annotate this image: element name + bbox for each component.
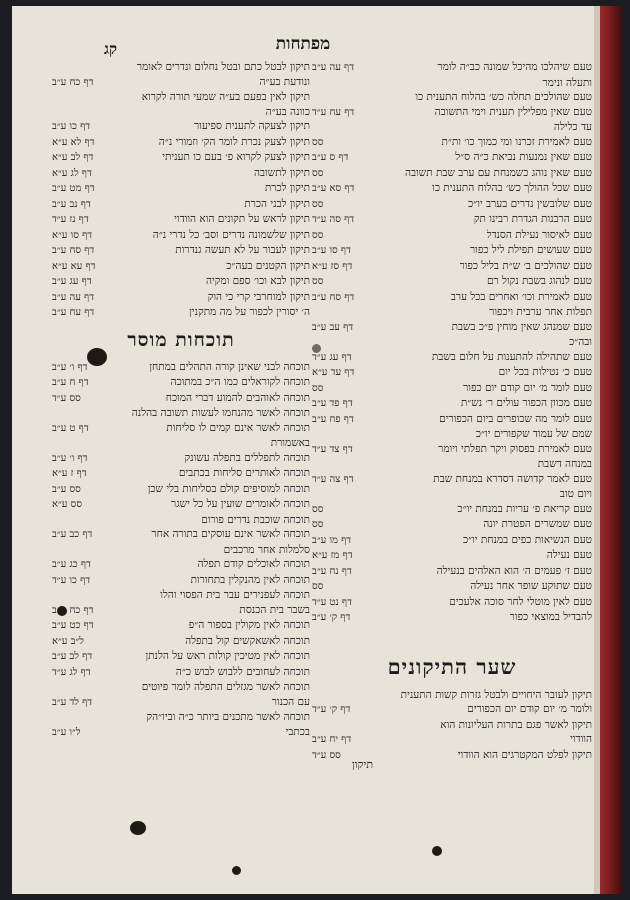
entry-reference: דף ק׳ ע״ד bbox=[312, 704, 351, 715]
index-entry bbox=[312, 181, 592, 197]
ink-stain bbox=[432, 846, 442, 856]
entry-reference: דף יח ע״ב bbox=[312, 734, 352, 745]
index-entry bbox=[52, 634, 310, 650]
index-entry bbox=[52, 421, 310, 437]
index-entry bbox=[312, 212, 592, 228]
index-entry bbox=[52, 543, 310, 558]
index-entry bbox=[52, 466, 310, 482]
entry-reference: סס bbox=[312, 503, 324, 515]
entry-text: טעם לאמירת בפסוק ויקר תפלתי ויומר bbox=[438, 442, 592, 455]
index-entry bbox=[52, 527, 310, 543]
entry-reference: דף ו׳ ע״ב bbox=[52, 361, 88, 373]
index-entry bbox=[312, 197, 592, 213]
entry-reference: דף לב ע״ב bbox=[52, 651, 93, 662]
entry-text: תיקון לצעק לקרוא פ׳ בעם כו תעניתי bbox=[162, 151, 310, 163]
entry-text: תיקון לעבור על לא תעשה גנדרות bbox=[175, 244, 310, 256]
entry-text: תיקון לצעקה לתענית ספיעור bbox=[193, 120, 310, 132]
entry-text: במנחה דשבת bbox=[537, 458, 592, 470]
entry-text: טעם נעילה bbox=[546, 549, 592, 561]
entry-reference: סס bbox=[312, 581, 324, 592]
entry-reference: דף סו ע״א bbox=[52, 229, 93, 241]
entry-text: תוכחה לאשר אינם קמים לו סליחות bbox=[166, 421, 310, 434]
right-column bbox=[312, 60, 592, 763]
index-entry bbox=[52, 603, 310, 619]
entry-reference: דף לג ע״ד bbox=[52, 666, 91, 678]
entry-text: תוכחה לקוראלים כמו ה״כ במתוכה bbox=[170, 376, 310, 388]
entry-text: כוונה בע״ה bbox=[265, 105, 310, 118]
entry-text: טעם לאמירת זכרנו ומי כמוך כו׳ ות״ת bbox=[441, 135, 592, 148]
entry-text: תוכחה לאומרים שועין על כל ישגר bbox=[171, 498, 310, 510]
entry-reference: דף עה ע״ב bbox=[312, 62, 355, 73]
entry-reference: דף ח ע״ב bbox=[52, 377, 89, 388]
book-spine bbox=[600, 6, 622, 894]
index-entry bbox=[312, 90, 592, 105]
entry-text: תוכחה לאין מהנקלין בתחורות bbox=[190, 573, 310, 586]
entry-reference: סס bbox=[312, 136, 324, 148]
index-entry bbox=[312, 595, 592, 611]
index-entry bbox=[312, 702, 592, 718]
entry-text: טעם הרבנות הגדרת רבינו תק bbox=[473, 213, 592, 225]
entry-reference: דף פד ע״ב bbox=[312, 398, 353, 409]
book-page bbox=[12, 6, 600, 894]
entry-text: טעם שעושים תפילת ליל כפור bbox=[469, 244, 592, 256]
entry-reference: סס bbox=[312, 519, 324, 530]
entry-text: תיקון לפלט המקטרגים הוא הוודוי bbox=[457, 748, 592, 761]
entry-text: בכתבי bbox=[285, 725, 310, 738]
section-heading-tikunim: שער התיקונים bbox=[387, 653, 517, 679]
index-entry bbox=[312, 427, 592, 442]
entry-text: טעם שלובשין נדרים בערב יו״כ bbox=[468, 197, 592, 210]
index-entry bbox=[52, 451, 310, 467]
entry-text: ותעלה ונימר bbox=[542, 76, 592, 89]
entry-text: טעם שהולכים ב׳ ש״ת בליל כפור bbox=[459, 259, 592, 272]
entry-reference: דף כב ע״ב bbox=[52, 529, 93, 540]
index-entry bbox=[52, 150, 310, 166]
index-entry bbox=[52, 75, 310, 91]
entry-text: טעם שכל ההולך כש׳ בהלוח התענית כו bbox=[432, 182, 592, 194]
entry-text: תוכחה לעפנירים עבר בית הפסוי והלו bbox=[160, 589, 310, 601]
left-column-entries bbox=[52, 60, 310, 321]
index-entry bbox=[52, 695, 310, 711]
entry-text: תיקון לבא וכו׳ ספם ומקיה bbox=[205, 275, 310, 287]
entry-reference: דף צה ע״ד bbox=[312, 473, 354, 485]
entry-text: תיקון לאשר פגם בתרות העליונות הוא bbox=[440, 718, 592, 731]
entry-text: טעם ז׳ פעמים ה׳ הוא האלהים בנעילה bbox=[436, 564, 592, 577]
index-entry bbox=[52, 197, 310, 213]
entry-reference: דף נב ע״ב bbox=[52, 198, 91, 210]
entry-reference: דף צד ע״ד bbox=[312, 443, 353, 455]
index-entry bbox=[312, 533, 592, 549]
index-entry bbox=[312, 381, 592, 397]
page-title: מפתחות bbox=[275, 34, 331, 54]
index-entry bbox=[312, 579, 592, 595]
entry-text: ה׳ יסורין לכפור על מה מתקנין bbox=[189, 306, 310, 318]
index-entry bbox=[52, 243, 310, 259]
entry-text: תוכחה לאוהבים להמוע דברי המוכח bbox=[165, 391, 310, 404]
entry-text: תוכחה לעחובים ללבוש לבוש כ״ה bbox=[175, 665, 310, 678]
entry-reference: דף עח ע״ד bbox=[312, 106, 355, 118]
entry-reference: דף לג ע״א bbox=[52, 167, 92, 179]
index-entry bbox=[312, 259, 592, 275]
entry-text: עד כלילה bbox=[553, 121, 592, 133]
entry-reference: דף כג ע״ב bbox=[52, 559, 91, 570]
index-entry bbox=[312, 243, 592, 259]
entry-reference: דף עא ע״א bbox=[52, 260, 96, 272]
index-entry bbox=[52, 290, 310, 306]
index-entry bbox=[312, 274, 592, 290]
index-entry bbox=[312, 412, 592, 428]
entry-reference: סס bbox=[312, 198, 324, 210]
index-entry bbox=[52, 135, 310, 151]
index-entry bbox=[312, 166, 592, 182]
index-entry bbox=[312, 120, 592, 135]
entry-text: תיקון לאין בפעם בע״ה שמעי תורה לקרוא bbox=[141, 91, 310, 103]
entry-text: טעם שתהילה להתענות על חלום בשבת bbox=[431, 350, 592, 363]
entry-text: טעם לנהוג בשבת נקול רם bbox=[486, 275, 592, 287]
index-entry bbox=[52, 725, 310, 741]
entry-reference: דף לא ע״א bbox=[52, 136, 95, 148]
index-entry bbox=[312, 150, 592, 166]
entry-text: תוכחה לאותרים סליחות בכתבים bbox=[178, 467, 310, 479]
entry-text: תיקון לבטל כתם ובטל נחלום ונדרים לאומר bbox=[136, 61, 310, 73]
entry-text: תיקון למוחרבי קרי כי הוק bbox=[207, 290, 310, 303]
entry-reference: ל״ב ע״א bbox=[52, 635, 84, 647]
entry-reference: דף סא ע״ב bbox=[312, 183, 355, 194]
entry-reference: דף ט ע״ב bbox=[52, 422, 89, 434]
index-entry bbox=[52, 375, 310, 391]
entry-text: ויום טוב bbox=[559, 488, 592, 500]
index-entry bbox=[52, 391, 310, 407]
catchword: תיקון bbox=[352, 758, 374, 771]
index-entry bbox=[52, 181, 310, 197]
entry-reference: דף סז ע״א bbox=[312, 260, 353, 272]
entry-reference: דף נז ע״ד bbox=[52, 214, 89, 225]
entry-reference: דף עג ע״ב bbox=[52, 276, 92, 287]
entry-text: טעם לאיסור נעילת הסנדל bbox=[486, 228, 592, 241]
index-entry bbox=[52, 60, 310, 75]
right-column-entries bbox=[312, 60, 592, 626]
entry-text: תוכחה לאשר אינם עוסקים בתורה אחר bbox=[151, 528, 310, 540]
index-entry bbox=[52, 573, 310, 589]
entry-text: תוכחה שוכבת נדרים פורום bbox=[201, 513, 310, 526]
entry-text: תיקון לבני הכרת bbox=[244, 197, 310, 210]
entry-text: טעם לאין מוטלי לחר סוכה אלעכים bbox=[449, 595, 592, 608]
entry-text: טעם שאין מפלילין תענית וימי התשובה bbox=[434, 105, 592, 118]
entry-reference: דף כט ע״ב bbox=[52, 620, 94, 631]
entry-reference: דף כח ע״ב bbox=[52, 604, 94, 616]
entry-text: הוודוי bbox=[570, 733, 592, 745]
entry-reference: דף מז ע״א bbox=[312, 550, 353, 561]
entry-text: סלמלות אחר מרכבים bbox=[223, 543, 310, 556]
index-entry bbox=[312, 548, 592, 564]
section-heading-tochachot: תוכחות מוסר bbox=[127, 328, 235, 351]
index-entry bbox=[312, 60, 592, 76]
entry-text: תוכחה לאשר מגזלים התפלה לומר פיוטים bbox=[141, 681, 310, 693]
entry-reference: דף כו ע״ב bbox=[52, 121, 91, 132]
index-entry bbox=[52, 649, 310, 665]
entry-text: תיקון לעובר היחויים ולבטל גזרות קשות התענית bbox=[400, 688, 592, 701]
index-entry bbox=[312, 305, 592, 320]
entry-text: עם הכנור bbox=[271, 695, 310, 708]
index-entry bbox=[312, 105, 592, 121]
entry-reference: דף נח ע״ב bbox=[312, 565, 352, 577]
index-entry bbox=[312, 76, 592, 91]
entry-text: להבדיל במוצאי כפור bbox=[509, 611, 592, 623]
index-entry bbox=[52, 665, 310, 681]
entry-reference: דף לד ע״ב bbox=[52, 696, 93, 708]
entry-text: תפלות אחר ערבית ויכפור bbox=[489, 306, 592, 318]
index-entry bbox=[52, 105, 310, 120]
entry-text: טעם לומר מ׳ יום קודם יום כפור bbox=[463, 381, 592, 394]
entry-reference: דף ו׳ ע״ב bbox=[52, 452, 88, 464]
entry-reference: דף פח ע״ב bbox=[312, 413, 354, 425]
entry-reference: דף מו ע״ב bbox=[312, 534, 352, 546]
index-entry bbox=[312, 457, 592, 472]
entry-text: ונודעת בע״ה bbox=[259, 75, 310, 88]
entry-text: טעם שאין נוהג כשמנחת עם ערב שבת תשובה bbox=[405, 166, 592, 179]
entry-reference: דף עג ע״ד bbox=[312, 351, 352, 363]
index-entry bbox=[312, 365, 592, 381]
left-column bbox=[52, 60, 310, 740]
entry-reference: סס ע״ד bbox=[52, 392, 81, 404]
entry-text: טעם כ׳ נטילות בכל יום bbox=[498, 366, 592, 378]
index-entry bbox=[312, 502, 592, 518]
index-entry bbox=[52, 360, 310, 376]
entry-text: באשמורת bbox=[270, 437, 310, 449]
entry-reference: ל״ו ע״ב bbox=[52, 726, 81, 738]
entry-reference: דף לב ע״א bbox=[52, 152, 94, 163]
entry-reference: דף כח ע״ב bbox=[52, 76, 94, 88]
index-entry bbox=[312, 350, 592, 366]
entry-reference: סס ע״ד bbox=[312, 749, 341, 761]
entry-text: טעם לאמר קדושה דסדרא במנחת שבת bbox=[433, 472, 592, 485]
entry-text: תוכחה לאשר מהנחמו לעשות תשובה בהלנה bbox=[131, 407, 310, 419]
index-entry bbox=[312, 688, 592, 703]
entry-text: תוכחה למוסיפים קולם בסליחות בלי שכן bbox=[147, 482, 310, 495]
entry-text: טעם שמנהג שאין מוחין פ״כ בשבת bbox=[451, 320, 592, 333]
index-entry bbox=[312, 135, 592, 151]
index-entry bbox=[52, 90, 310, 105]
entry-reference: דף מט ע״ב bbox=[52, 183, 95, 194]
entry-reference: סס bbox=[312, 276, 324, 287]
entry-text: בשבר בית הכנסת bbox=[239, 603, 310, 616]
index-entry bbox=[312, 396, 592, 412]
entry-reference: דף סה ע״ד bbox=[312, 214, 355, 225]
entry-reference: דף נט ע״ד bbox=[312, 596, 352, 608]
index-entry bbox=[52, 588, 310, 603]
index-entry bbox=[312, 335, 592, 350]
entry-text: תיקון לכרת bbox=[264, 182, 310, 194]
entry-text: טעם שתוקע שופר אחר נעילה bbox=[470, 580, 592, 592]
entry-text: תיקון לראש על תקונים הוא הוודוי bbox=[174, 213, 310, 225]
left-column-entries-2 bbox=[52, 360, 310, 741]
entry-text: תוכחה לאוכלים קודם תפלה bbox=[197, 558, 310, 570]
entry-text: שמם של עמוד שקפורים יו״כ bbox=[475, 428, 592, 440]
entry-reference: דף סח ע״ב bbox=[52, 245, 95, 256]
entry-reference: דף סו ע״ב bbox=[312, 245, 351, 256]
entry-text: תוכחה לתפללים בתפלה עשונק bbox=[184, 451, 310, 464]
entry-reference: דף עה ע״ב bbox=[52, 291, 95, 303]
index-entry bbox=[52, 710, 310, 725]
ink-stain bbox=[130, 821, 146, 835]
entry-text: תוכחה לאשר מתכנים ביותר כ״ה וביו״הק bbox=[146, 711, 310, 723]
index-entry bbox=[52, 212, 310, 228]
entry-reference: דף כו ע״ד bbox=[52, 574, 91, 586]
entry-reference: דף ז ע״א bbox=[52, 468, 87, 479]
entry-text: טעם מכוון הכפור עולים ר׳ נש״ת bbox=[460, 397, 592, 409]
entry-text: תיקון לתשובה bbox=[253, 166, 310, 179]
index-entry bbox=[52, 482, 310, 498]
index-entry bbox=[52, 228, 310, 244]
right-column-entries-2 bbox=[312, 688, 592, 764]
entry-text: תיקון לצעק נכרת לומר הק׳ וזמורי נ״ה bbox=[158, 135, 310, 148]
entry-reference: דף ק׳ ע״ב bbox=[312, 612, 351, 623]
entry-text: ובה״כ bbox=[569, 336, 592, 348]
entry-reference: דף עד ע״א bbox=[312, 367, 355, 378]
entry-reference: דף ס ע״ב bbox=[312, 152, 349, 163]
entry-text: טעם לאמירת וכו׳ ואחרים בכל ערב bbox=[450, 290, 592, 303]
entry-text: טעם לומר מה שכופרים ביום הכפורים bbox=[439, 412, 592, 425]
entry-text: תוכחה לאשאקשים קול בתפלה bbox=[185, 634, 310, 647]
entry-reference: דף סח ע״ב bbox=[312, 291, 355, 303]
entry-reference: סס ע״ב bbox=[52, 483, 81, 495]
index-entry bbox=[52, 513, 310, 528]
entry-text: טעם קריאת פ׳ עריות במנחת יו״כ bbox=[457, 502, 592, 515]
entry-text: תוכחה לבני שאינן קורה התהלים במתחן bbox=[149, 360, 310, 373]
index-entry bbox=[312, 610, 592, 626]
index-entry bbox=[312, 487, 592, 502]
index-entry bbox=[52, 259, 310, 275]
index-entry bbox=[52, 497, 310, 513]
index-entry bbox=[52, 436, 310, 451]
index-entry bbox=[52, 305, 310, 321]
page-number: קג bbox=[104, 40, 117, 58]
entry-reference: דף עב ע״ב bbox=[312, 321, 354, 333]
entry-text: טעם שיהלכו מהיכל שמונה כב״ה לומר bbox=[437, 61, 592, 73]
entry-text: תיקון שלשמונה נדרים וסב׳ כל נדרי נ״ה bbox=[152, 228, 310, 241]
index-entry bbox=[52, 119, 310, 135]
index-entry bbox=[312, 228, 592, 244]
index-entry bbox=[312, 472, 592, 488]
entry-reference: סס bbox=[312, 167, 324, 179]
entry-reference: סס bbox=[312, 229, 324, 241]
index-entry bbox=[52, 274, 310, 290]
entry-reference: סס bbox=[312, 382, 324, 394]
index-entry bbox=[52, 557, 310, 573]
entry-reference: סס ע״א bbox=[52, 499, 83, 510]
index-entry bbox=[312, 718, 592, 733]
entry-text: תוכחה לאין מקולין בספור ה״פ bbox=[188, 619, 310, 631]
index-entry bbox=[312, 320, 592, 336]
entry-text: טעם שמשרים הפטרת יונה bbox=[483, 518, 592, 530]
index-entry bbox=[312, 442, 592, 458]
entry-text: ולומר מ׳ יום קודם יום הכפורים bbox=[467, 703, 592, 715]
entry-reference: דף עח ע״ב bbox=[52, 307, 95, 318]
index-entry bbox=[52, 406, 310, 421]
entry-text: טעם שהולכים תחלה כש׳ בהלוח התענית כו bbox=[415, 91, 592, 103]
entry-text: טעם שאין נמנעות נביאת כ״ה ס״ל bbox=[455, 151, 592, 163]
index-entry bbox=[312, 564, 592, 580]
entry-text: תוכחה לאין מטיכין קולות ראש על הלנתן bbox=[145, 650, 310, 662]
entry-text: טעם הנשיאות כפים במנחת יו״כ bbox=[462, 533, 592, 546]
index-entry bbox=[52, 618, 310, 634]
index-entry bbox=[52, 166, 310, 182]
index-entry bbox=[312, 732, 592, 748]
index-entry bbox=[312, 517, 592, 533]
entry-text: תיקון הקטנים בעה״כ bbox=[226, 259, 310, 272]
index-entry bbox=[312, 290, 592, 306]
ink-stain bbox=[232, 866, 241, 875]
index-entry bbox=[52, 680, 310, 695]
